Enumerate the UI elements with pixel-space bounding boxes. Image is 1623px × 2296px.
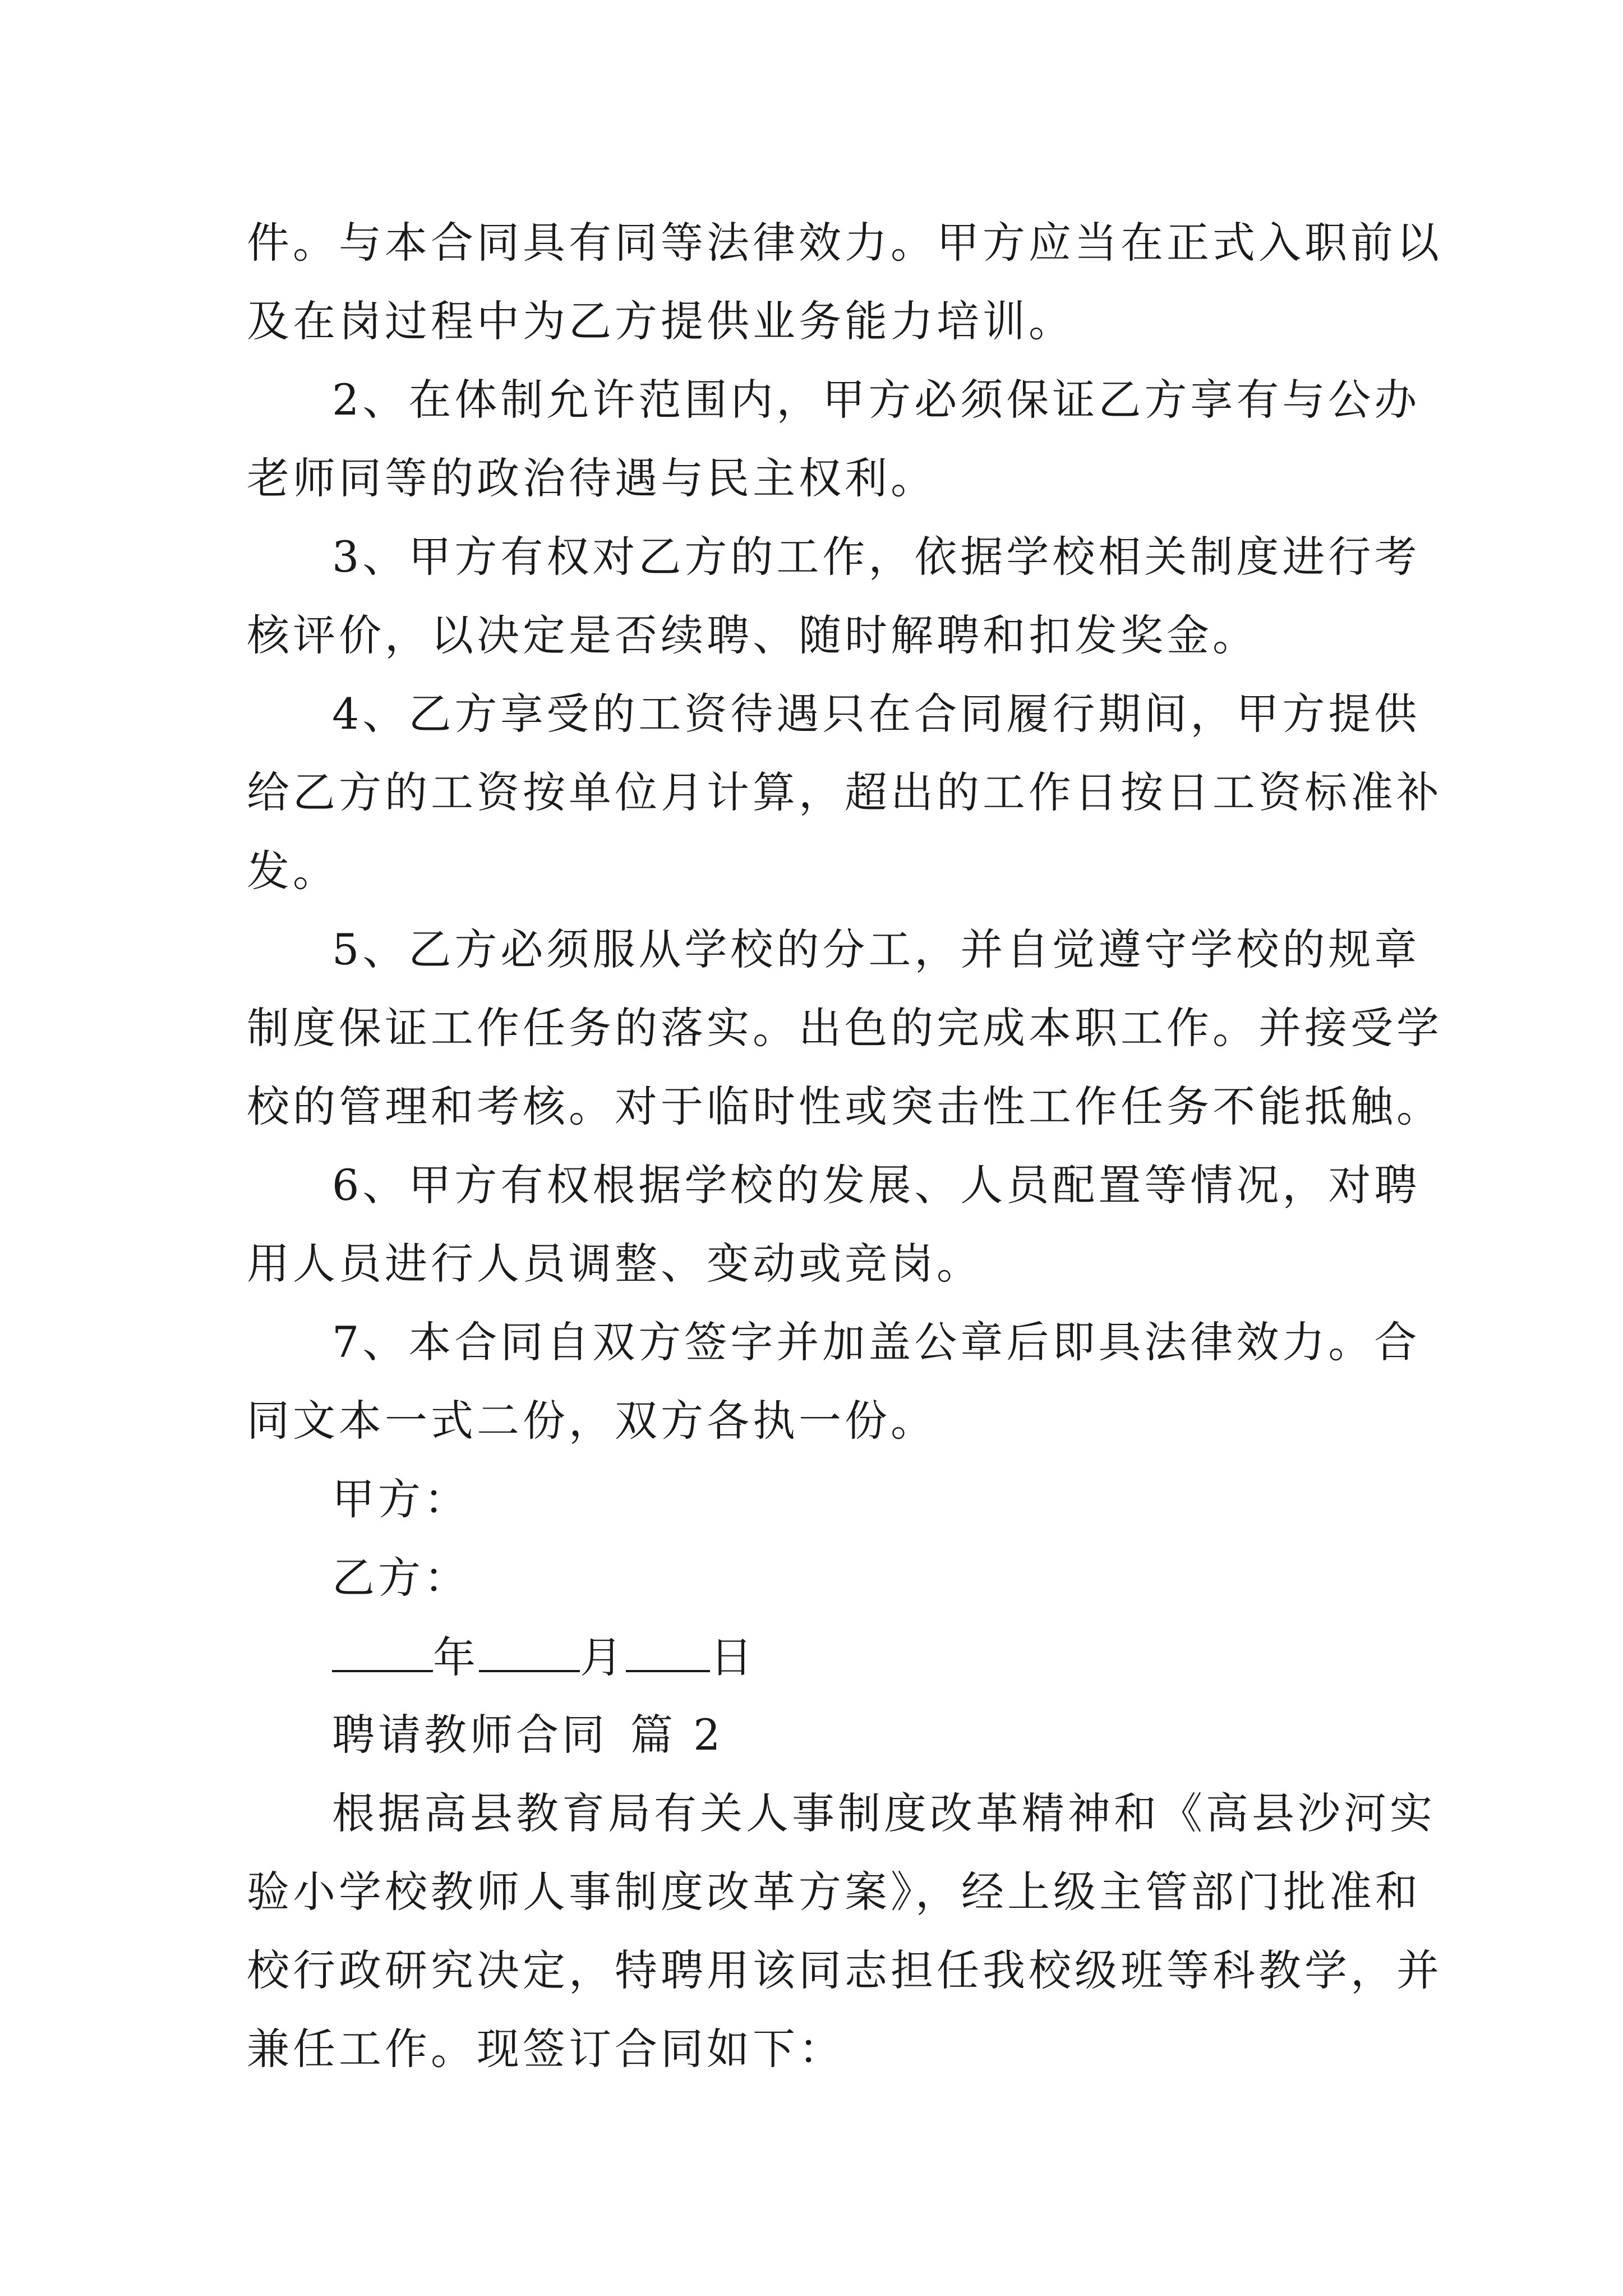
text-line: 根据高县教育局有关人事制度改革精神和《高县沙河实 (332, 1788, 1436, 1838)
text-line: 校的管理和考核。对于临时性或突击性工作任务不能抵触。 (247, 1082, 1442, 1131)
section-part: 篇 2 (630, 1710, 724, 1760)
text-line: 核评价，以决定是否续聘、随时解聘和扣发奖金。 (247, 610, 1258, 660)
text-line: 老师同等的政治待遇与民主权利。 (247, 453, 937, 503)
day-label: 日 (710, 1632, 756, 1682)
text-line: 验小学校教师人事制度改革方案》，经上级主管部门批准和 (247, 1867, 1421, 1917)
text-line: 5、乙方必须服从学校的分工，并自觉遵守学校的规章 (332, 924, 1421, 974)
text-line: 及在岗过程中为乙方提供业务能力培训。 (247, 296, 1075, 346)
text-line: 6、甲方有权根据学校的发展、人员配置等情况，对聘 (332, 1160, 1421, 1210)
month-label: 月 (580, 1632, 626, 1682)
section-title: 聘请教师合同 (332, 1710, 608, 1760)
text-line: 件。与本合同具有同等法律效力。甲方应当在正式入职前以 (247, 218, 1442, 268)
text-line: 兼任工作。现签订合同如下： (247, 2024, 845, 2074)
text-line: 制度保证工作任务的落实。出色的完成本职工作。并接受学 (247, 1003, 1442, 1053)
text-line: 发。 (247, 846, 339, 896)
party-a-label: 甲方： (332, 1474, 470, 1524)
text-line: 校行政研究决定，特聘用该同志担任我校级班等科教学，并 (247, 1945, 1442, 1995)
year-label: 年 (433, 1632, 479, 1682)
day-blank (626, 1635, 710, 1672)
year-blank (332, 1635, 433, 1672)
text-line: 7、本合同自双方签字并加盖公章后即具法律效力。合 (332, 1317, 1421, 1367)
month-blank (479, 1635, 580, 1672)
section-heading (332, 1710, 724, 1760)
text-line: 4、乙方享受的工资待遇只在合同履行期间，甲方提供 (332, 689, 1421, 739)
text-line: 用人员进行人员调整、变动或竞岗。 (247, 1239, 983, 1289)
text-line: 3、甲方有权对乙方的工作，依据学校相关制度进行考 (332, 532, 1421, 582)
text-line: 同文本一式二份，双方各执一份。 (247, 1396, 937, 1446)
date-line (332, 1632, 756, 1682)
text-line: 给乙方的工资按单位月计算，超出的工作日按日工资标准补 (247, 767, 1442, 817)
text-line: 2、在体制允许范围内，甲方必须保证乙方享有与公办 (332, 375, 1421, 425)
party-b-label: 乙方： (332, 1553, 470, 1603)
